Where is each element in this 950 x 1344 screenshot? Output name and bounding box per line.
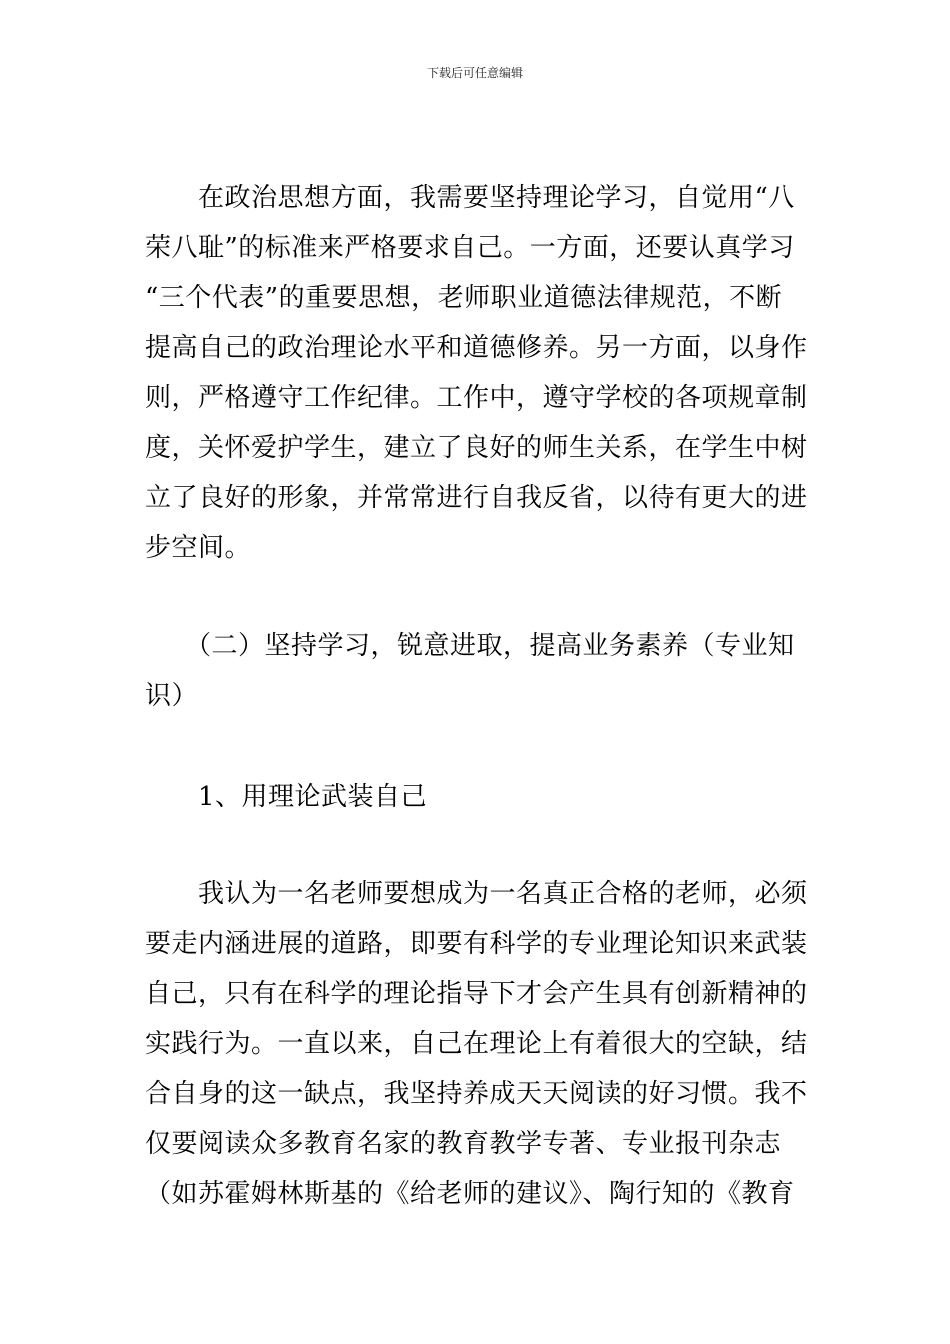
heading-line: 识） <box>145 681 199 711</box>
paragraph-line: 仅要阅读众多教育名家的教育教学专著、专业报刊杂志 <box>145 1129 782 1159</box>
paragraph-line: （如苏霍姆林斯基的《给老师的建议》、陶行知的《教育 <box>145 1179 795 1209</box>
paragraph-line: 自己，只有在科学的理论指导下才会产生具有创新精神的 <box>145 979 808 1009</box>
page-header: 下载后可任意编辑 <box>426 66 523 80</box>
paragraph-line: 合自身的这一缺点，我坚持养成天天阅读的好习惯。我不 <box>145 1079 808 1109</box>
paragraph-line: 荣八耻”的标准来严格要求自己。一方面，还要认真学习 <box>145 233 795 263</box>
paragraph-line: 在政治思想方面，我需要坚持理论学习，自觉用“八 <box>145 183 795 213</box>
heading-line: （二）坚持学习，锐意进取，提高业务素养（专业知 <box>145 631 795 661</box>
subheading-line: 1、用理论武装自己 <box>145 782 428 812</box>
paragraph-line: 实践行为。一直以来，自己在理论上有着很大的空缺，结 <box>145 1029 808 1059</box>
paragraph-line: 度，关怀爱护学生，建立了良好的师生关系，在学生中树 <box>145 433 808 463</box>
paragraph-line: 立了良好的形象，并常常进行自我反省，以待有更大的进 <box>145 483 808 513</box>
paragraph-line: 要走内涵进展的道路，即要有科学的专业理论知识来武装 <box>145 929 808 959</box>
paragraph-line: 我认为一名老师要想成为一名真正合格的老师，必须 <box>145 879 808 909</box>
paragraph-line: 则，严格遵守工作纪律。工作中，遵守学校的各项规章制 <box>145 383 808 413</box>
paragraph-line: “三个代表”的重要思想，老师职业道德法律规范，不断 <box>145 283 783 313</box>
paragraph-line: 提高自己的政治理论水平和道德修养。另一方面，以身作 <box>145 333 808 363</box>
paragraph-line: 步空间。 <box>145 533 252 563</box>
